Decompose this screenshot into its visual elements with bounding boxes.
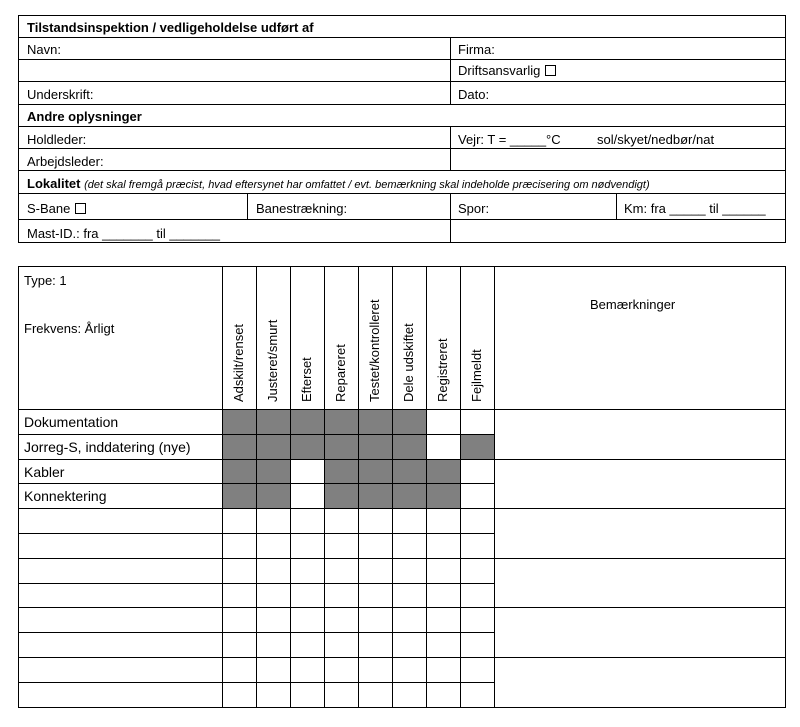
shaded-cell (392, 483, 426, 508)
lokalitet-title: Lokalitet (27, 176, 81, 191)
shaded-cell (324, 434, 358, 459)
shaded-cell (222, 483, 256, 508)
arbejdsleder-label: Arbejdsleder: (27, 154, 104, 169)
type-label: Type: 1 (24, 273, 67, 288)
shaded-cell (426, 459, 460, 484)
column-header: Dele udskiftet (401, 323, 416, 402)
row-label: Jorreg-S, inddatering (nye) (24, 438, 191, 455)
shaded-cell (392, 409, 426, 434)
shaded-cell (358, 483, 392, 508)
lokalitet-heading (27, 176, 650, 193)
sbane-label: S-Bane (27, 201, 71, 216)
banestraekning-label: Banestrækning: (256, 201, 348, 216)
shaded-cell (256, 409, 290, 434)
form-title: Tilstandsinspektion / vedligeholdelse udført af (27, 20, 314, 35)
shaded-cell (426, 483, 460, 508)
km-label: Km: fra _____ til ______ (624, 201, 766, 216)
shaded-cell (256, 483, 290, 508)
shaded-cell (290, 434, 324, 459)
row-label: Kabler (24, 463, 65, 480)
column-header: Efterset (299, 357, 314, 402)
shaded-cell (256, 459, 290, 484)
row-label: Konnektering (24, 488, 107, 505)
holdleder-label: Holdleder: (27, 132, 87, 147)
shaded-cell (222, 459, 256, 484)
column-header: Repareret (333, 344, 348, 402)
underskrift-label: Underskrift: (27, 87, 94, 102)
shaded-cell (358, 409, 392, 434)
shaded-cell (222, 434, 256, 459)
shaded-cell (392, 434, 426, 459)
spor-label: Spor: (458, 201, 490, 216)
dato-label: Dato: (458, 87, 490, 102)
vejr-options: sol/skyet/nedbør/nat (597, 132, 715, 147)
driftsansvarlig-label: Driftsansvarlig (458, 63, 541, 78)
sbane-checkbox[interactable] (75, 203, 86, 214)
firma-label: Firma: (458, 42, 495, 57)
driftsansvarlig-field (458, 63, 556, 78)
shaded-cell (460, 434, 494, 459)
column-header: Registreret (435, 338, 450, 402)
shaded-cell (324, 483, 358, 508)
row-label: Dokumentation (24, 414, 119, 430)
shaded-cell (392, 459, 426, 484)
lokalitet-note: (det skal fremgå præcist, hvad eftersynet har omfattet / evt. bemærkning skal indeholde præcisering om nødvendigt) (84, 179, 650, 191)
vejr-label: Vejr: T = _____°C (458, 132, 561, 147)
column-header: Testet/kontrolleret (367, 299, 382, 402)
driftsansvarlig-checkbox[interactable] (545, 65, 556, 76)
mast-id-label: Mast-ID.: fra _______ til _______ (27, 226, 220, 241)
bemaerkninger-header: Bemærkninger (590, 297, 676, 312)
shaded-cell (222, 409, 256, 434)
shaded-cell (324, 459, 358, 484)
shaded-cell (324, 409, 358, 434)
shaded-cell (290, 409, 324, 434)
navn-label: Navn: (27, 42, 61, 57)
frekvens-label: Frekvens: Årligt (24, 321, 115, 336)
sbane-field (27, 201, 86, 216)
andre-oplysninger-title: Andre oplysninger (27, 109, 142, 124)
column-header: Justeret/smurt (265, 319, 280, 402)
shaded-cell (358, 459, 392, 484)
column-header: Fejlmeldt (469, 349, 484, 402)
column-header: Adskilt/renset (231, 323, 246, 402)
shaded-cell (256, 434, 290, 459)
shaded-cell (358, 434, 392, 459)
